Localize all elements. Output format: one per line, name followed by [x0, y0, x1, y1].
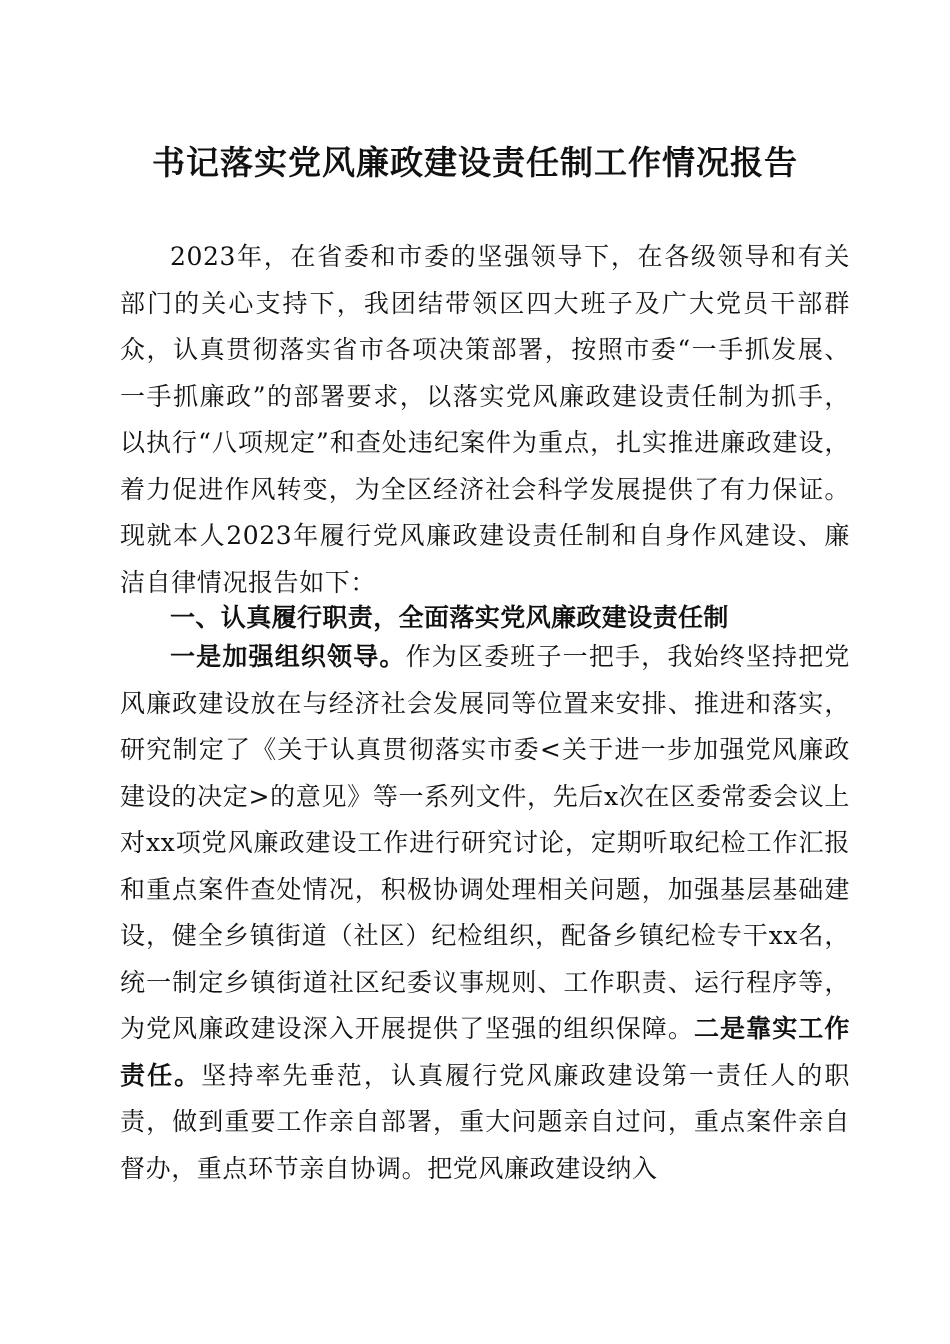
section-heading: 一、认真履行职责，全面落实党风廉政建设责任制: [170, 603, 729, 632]
item-lead: 二是靠实工作责任。: [120, 1014, 850, 1090]
body-paragraph: [120, 634, 850, 1192]
item-lead: 一是加强组织领导。: [170, 642, 406, 671]
item-body: 作为区委班子一把手，我始终坚持把党风廉政建设放在与经济社会发展同等位置来安排、推进和落实，研究制定了《关于认真贯彻落实市委<关于进一步加强党风廉政建设的决定>的意见》等一系列文件，先后x次在区委常委会议上对xx项党风廉政建设工作进行研究讨论，定期听取纪检工作汇报和重点案件查处情况，积极协调处理相关问题，加强基层基础建设，健全乡镇街道（社区）纪检组织，配备乡镇纪检专干xx名，统一制定乡镇街道社区纪委议事规则、工作职责、运行程序等，为党风廉政建设深入开展提供了坚强的组织保障。: [120, 642, 851, 1043]
document-title: 书记落实党风廉政建设责任制工作情况报告: [152, 143, 798, 182]
item-body: 坚持率先垂范，认真履行党风廉政建设第一责任人的职责，做到重要工作亲自部署，重大问题亲自过问，重点案件亲自督办，重点环节亲自协调。把党风廉政建设纳入: [120, 1060, 850, 1183]
intro-paragraph: 2023年，在省委和市委的坚强领导下，在各级领导和有关部门的关心支持下，我团结带领区四大班子及广大党员干部群众，认真贯彻落实省市各项决策部署，按照市委“一手抓发展、一手抓廉政”的部署要求，以落实党风廉政建设责任制为抓手，以执行“八项规定”和查处违纪案件为重点，扎实推进廉政建设，着力促进作风转变，为全区经济社会科学发展提供了有力保证。现就本人2023年履行党风廉政建设责任制和自身作风建设、廉洁自律情况报告如下：: [120, 242, 850, 597]
